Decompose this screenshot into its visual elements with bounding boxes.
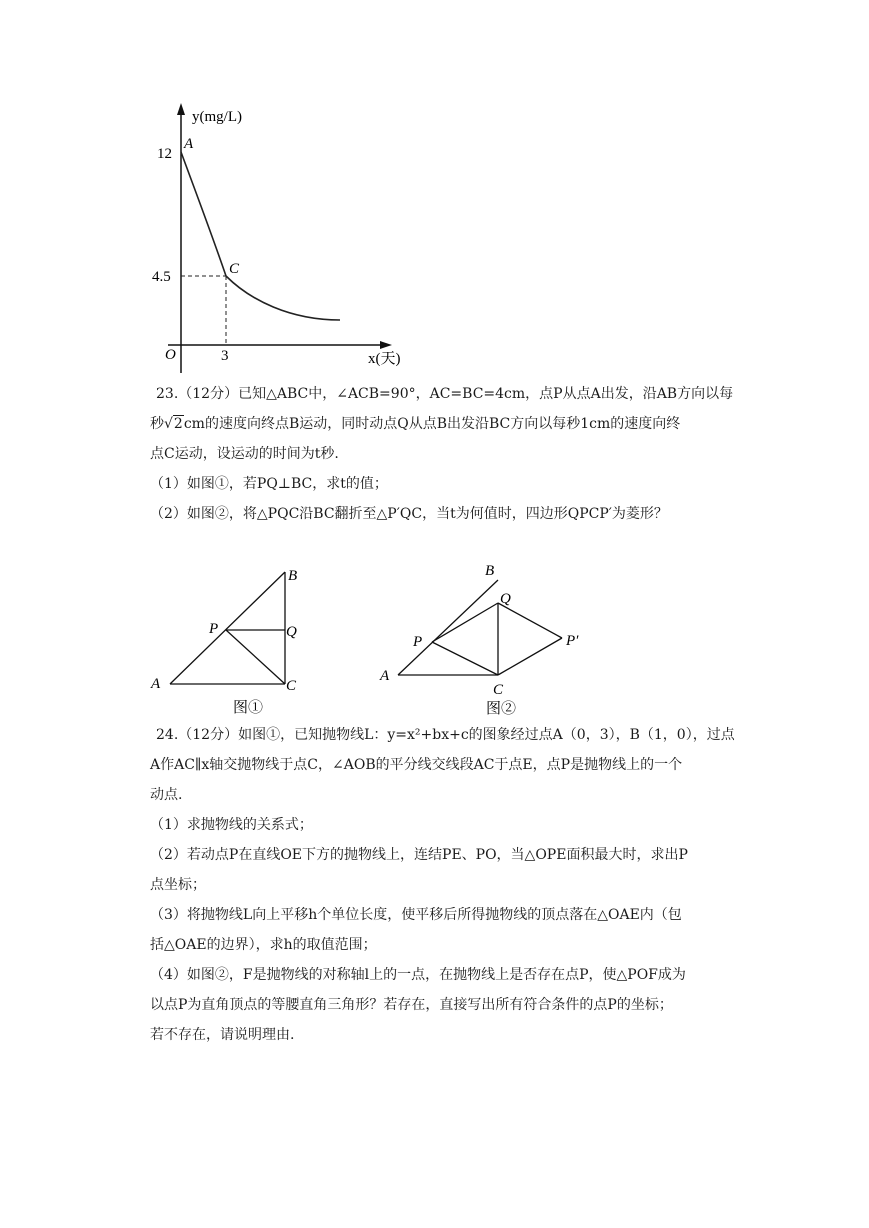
q23-line-2-post: cm的速度向终点B运动，同时动点Q从点B出发沿BC方向以每秒1cm的速度向终 xyxy=(183,416,681,432)
fig1-label-b: B xyxy=(288,568,298,584)
q24-sub-4c: 若不存在，请说明理由. xyxy=(150,1027,295,1043)
fig2-label-p-prime: P′ xyxy=(566,633,579,649)
sqrt-radicand: 2 xyxy=(173,416,183,432)
fig2-qp-prime xyxy=(498,603,562,638)
q24-line-3: 动点. xyxy=(150,787,183,803)
q24-line-2: A作AC∥x轴交抛物线于点C，∠AOB的平分线交线段AC于点E，点P是抛物线上的一个 xyxy=(150,757,683,773)
fig2-label-a: A xyxy=(380,668,390,684)
sqrt-symbol: √2 xyxy=(164,416,183,432)
fig1-ab xyxy=(170,572,285,684)
fig2-caption: 图② xyxy=(486,701,517,717)
fig2-ab xyxy=(398,580,498,675)
q23-line-2-pre: 秒 xyxy=(150,416,164,432)
fig1-label-c: C xyxy=(286,678,297,694)
q24-sub-3b: 括△OAE的边界），求h的取值范围； xyxy=(150,937,377,953)
q24-sub-2b: 点坐标； xyxy=(150,877,206,893)
figure-2 xyxy=(372,558,602,720)
fig2-label-b: B xyxy=(485,563,495,579)
fig1-label-q: Q xyxy=(286,624,297,640)
figure-1 xyxy=(145,560,345,720)
y-axis-label: y(mg/L) xyxy=(192,109,242,125)
fig2-label-q: Q xyxy=(500,591,511,607)
fig1-pc xyxy=(226,630,285,684)
decay-curve xyxy=(181,152,340,320)
y-axis-arrow xyxy=(177,103,185,115)
point-c-label: C xyxy=(229,261,240,277)
fig1-label-p: P xyxy=(209,621,219,637)
q24-sub-2a: （2）若动点P在直线OE下方的抛物线上，连结PE、PO，当△OPE面积最大时，求出P xyxy=(150,847,688,863)
origin-label: O xyxy=(165,347,176,363)
fig2-label-p: P xyxy=(413,634,423,650)
x-axis-label: x(天) xyxy=(368,351,401,367)
q24-line-1: 24.（12分）如图①，已知抛物线L：y=x²+bx+c的图象经过点A（0，3），B（1，0），过点 xyxy=(156,727,735,743)
fig1-caption: 图① xyxy=(233,700,264,716)
x-axis-arrow xyxy=(380,341,392,349)
q24-sub-1: （1）求抛物线的关系式； xyxy=(150,817,313,833)
fig2-cp-prime xyxy=(498,638,562,675)
y-tick-4-5: 4.5 xyxy=(152,269,171,285)
fig2-pc xyxy=(432,642,498,675)
q23-line-3: 点C运动，设运动的时间为t秒. xyxy=(150,446,339,462)
x-tick-3: 3 xyxy=(221,348,229,364)
decay-graph xyxy=(150,95,420,380)
q23-line-1: 23.（12分）已知△ABC中，∠ACB=90°，AC=BC=4cm，点P从点A出发，沿AB方向以每 xyxy=(156,386,734,402)
fig2-pq xyxy=(432,603,498,642)
q23-sub-2: （2）如图②，将△PQC沿BC翻折至△P′QC，当t为何值时，四边形QPCP′为菱形？ xyxy=(150,506,668,522)
fig2-label-c: C xyxy=(493,682,504,698)
q24-sub-3a: （3）将抛物线L向上平移h个单位长度，使平移后所得抛物线的顶点落在△OAE内（包 xyxy=(150,907,682,923)
point-a-label: A xyxy=(184,136,194,152)
y-tick-12: 12 xyxy=(157,146,172,162)
q24-sub-4a: （4）如图②，F是抛物线的对称轴l上的一点，在抛物线上是否存在点P，使△POF成为 xyxy=(150,967,686,983)
fig1-label-a: A xyxy=(151,676,161,692)
q23-sub-1: （1）如图①，若PQ⊥BC，求t的值； xyxy=(150,476,388,492)
q24-sub-4b: 以点P为直角顶点的等腰直角三角形？若存在，直接写出所有符合条件的点P的坐标； xyxy=(150,997,673,1013)
q23-line-2 xyxy=(150,414,680,434)
